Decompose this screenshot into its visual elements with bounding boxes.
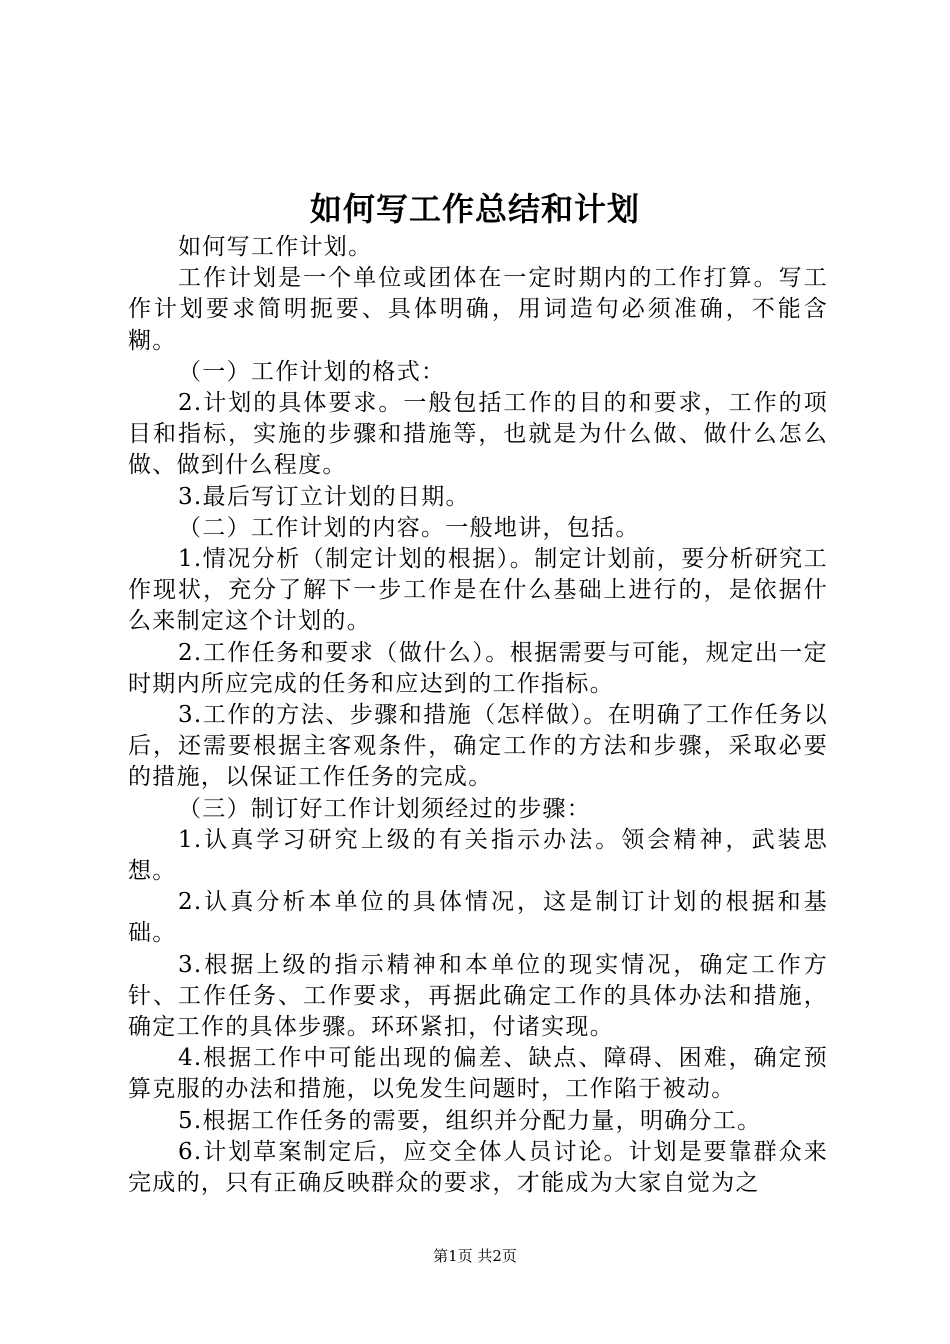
paragraph: 5.根据工作任务的需要，组织并分配力量，明确分工。 [178, 1107, 762, 1134]
paragraph: （二）工作计划的内容。一般地讲，包括。 [178, 514, 640, 541]
paragraph: 如何写工作计划。 [178, 234, 373, 260]
paragraph: 工作计划是一个单位或团体在一定时期内的工作打算。写工作计划要求简明扼要、具体明确，用词造句必须准确，不能含糊。 [128, 265, 828, 354]
paragraph: 4.根据工作中可能出现的偏差、缺点、障碍、困难，确定预算克服的办法和措施，以免发生问题时，工作陷于被动。 [128, 1045, 828, 1103]
paragraph: 1.认真学习研究上级的有关指示办法。领会精神，武装思想。 [128, 826, 828, 885]
paragraph: 2.工作任务和要求（做什么）。根据需要与可能，规定出一定时期内所应完成的任务和应达到的工作指标。 [128, 639, 828, 697]
paragraph: 6.计划草案制定后，应交全体人员讨论。计划是要靠群众来完成的，只有正确反映群众的要求，才能成为大家自觉为之 [128, 1138, 828, 1197]
paragraph: 1.情况分析（制定计划的根据）。制定计划前，要分析研究工作现状，充分了解下一步工作是在什么基础上进行的，是依据什么来制定这个计划的。 [128, 546, 828, 635]
paragraph: 3.工作的方法、步骤和措施（怎样做）。在明确了工作任务以后，还需要根据主客观条件，确定工作的方法和步骤，采取必要的措施，以保证工作任务的完成。 [128, 702, 828, 791]
paragraph: 3.根据上级的指示精神和本单位的现实情况，确定工作方针、工作任务、工作要求，再据此确定工作的具体办法和措施，确定工作的具体步骤。环环紧扣，付诸实现。 [128, 951, 828, 1041]
page-number: 第1页 共2页 [433, 1247, 517, 1265]
paragraph: 2.认真分析本单位的具体情况，这是制订计划的根据和基础。 [128, 889, 828, 947]
paragraph: 3.最后写订立计划的日期。 [178, 483, 470, 510]
paragraph: （一）工作计划的格式： [178, 358, 446, 385]
paragraph: （三）制订好工作计划须经过的步骤： [178, 795, 592, 822]
page-footer [0, 1246, 950, 1266]
document-body [128, 232, 828, 1199]
paragraph: 2.计划的具体要求。一般包括工作的目的和要求，工作的项目和指标，实施的步骤和措施等，也就是为什么做、做什么怎么做、做到什么程度。 [128, 390, 828, 479]
document-title: 如何写工作总结和计划 [309, 190, 640, 228]
